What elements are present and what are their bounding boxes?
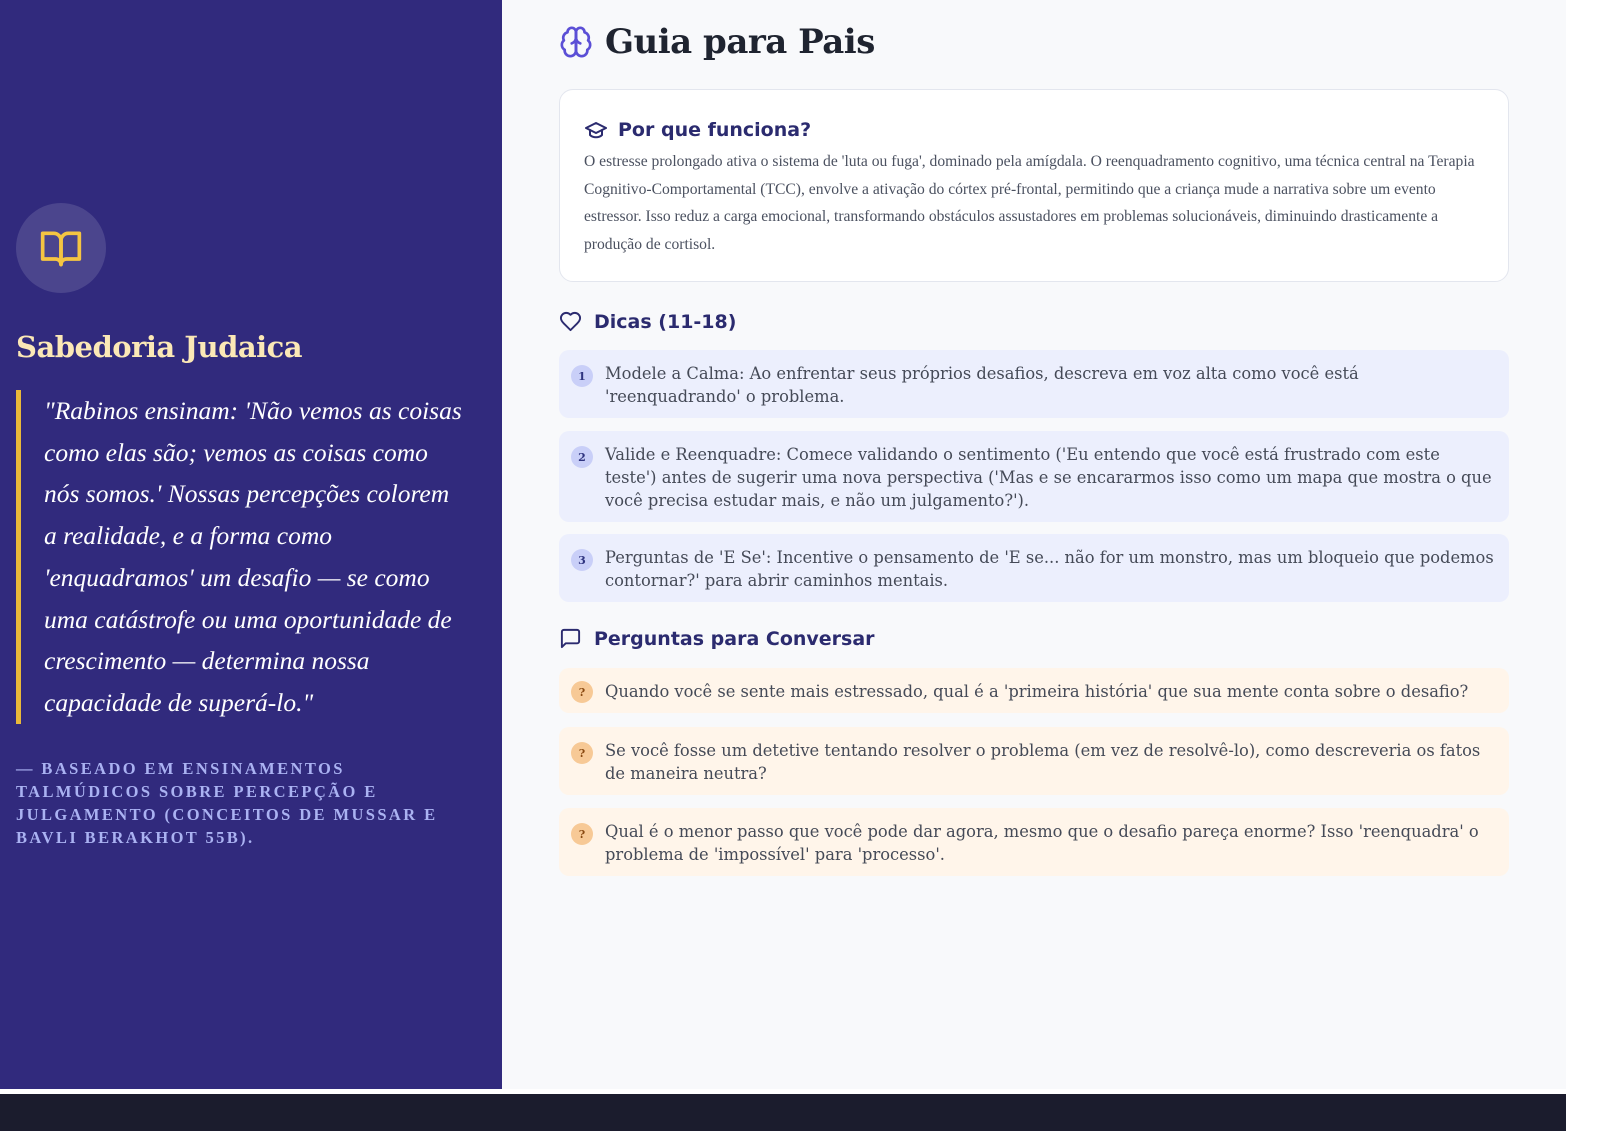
page-title: Guia para Pais [605,22,875,62]
question-text: Quando você se sente mais estressado, qual é a 'primeira história' que sua mente conta sobre o desafio? [605,682,1469,701]
parents-guide-main [502,0,1566,1089]
questions-section-header [559,627,875,650]
tip-number-badge: 1 [571,365,593,387]
tip-item [559,350,1509,418]
question-text: Se você fosse um detetive tentando resolver o problema (em vez de resolvê-lo), como descreveria os fatos de maneira neutra? [605,741,1481,783]
question-item [559,727,1509,795]
tips-section-header [559,310,736,333]
tips-section-title: Dicas (11-18) [594,310,737,333]
open-book-icon [39,226,83,270]
why-card-header [584,118,1484,142]
heart-icon [559,310,582,333]
why-it-works-card [559,89,1509,282]
sidebar-title: Sabedoria Judaica [16,330,303,364]
questions-section-title: Perguntas para Conversar [594,627,875,650]
wisdom-quote: "Rabinos ensinam: 'Não vemos as coisas como elas são; vemos as coisas como nós somos.' Nossas percepções colorem a realidade, e a forma como 'enquadramos' um desafio — se como uma catástrofe ou uma oportunidade de crescimento — determina nossa capacidade de superá-lo." [16,390,466,724]
tip-item [559,431,1509,522]
page-margin [1566,0,1600,1131]
page-header [559,22,875,62]
question-badge: ? [571,823,593,845]
sidebar-icon-circle [16,203,106,293]
tip-text: Perguntas de 'E Se': Incentive o pensamento de 'E se... não for um monstro, mas um bloqueio que podemos contornar?' para abrir caminhos mentais. [605,548,1494,590]
chat-bubble-icon [559,627,582,650]
question-item [559,808,1509,876]
why-card-text: O estresse prolongado ativa o sistema de 'luta ou fuga', dominado pela amígdala. O reenquadramento cognitivo, uma técnica central na Terapia Cognitivo-Comportamental (TCC), envolve a ativação do córtex pré-frontal, permitindo que a criança mude a narrativa sobre um evento estressor. Isso reduz a carga emocional, transformando obstáculos assustadores em problemas solucionáveis, diminuindo drasticamente a produção de cortisol. [584,153,1475,253]
tip-number-badge: 3 [571,549,593,571]
brain-icon [559,25,593,59]
footer-bar [0,1094,1566,1131]
question-badge: ? [571,742,593,764]
wisdom-sidebar [0,0,502,1089]
why-card-title: Por que funciona? [618,119,812,141]
question-item [559,668,1509,713]
tip-text: Modele a Calma: Ao enfrentar seus próprios desafios, descreva em voz alta como você está 'reenquadrando' o problema. [605,364,1359,406]
graduation-cap-icon [584,118,608,142]
tip-item [559,534,1509,602]
tip-text: Valide e Reenquadre: Comece validando o sentimento ('Eu entendo que você está frustrado com este teste') antes de sugerir uma nova perspectiva ('Mas e se encararmos isso como um mapa que mostra o que você precisa estudar mais, e não um julgamento?'). [605,445,1492,510]
question-badge: ? [571,681,593,703]
question-text: Qual é o menor passo que você pode dar agora, mesmo que o desafio pareça enorme? Isso 'reenquadra' o problema de 'impossível' para 'processo'. [605,822,1479,864]
tip-number-badge: 2 [571,446,593,468]
quote-source: — BASEADO EM ENSINAMENTOS TALMÚDICOS SOBRE PERCEPÇÃO E JULGAMENTO (CONCEITOS DE MUSSAR E BAVLI BERAKHOT 55B). [16,759,438,847]
